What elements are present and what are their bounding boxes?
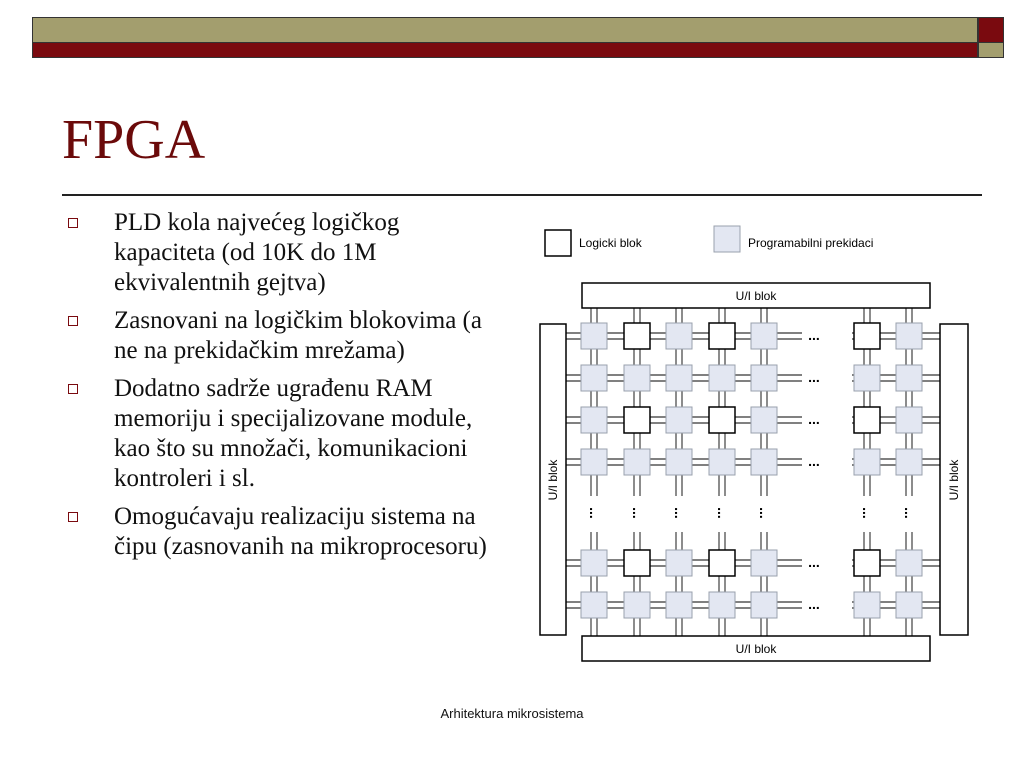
io-block-top-label: U/I blok	[735, 289, 777, 303]
block-grid	[581, 323, 922, 618]
io-block-left-label: U/I blok	[546, 459, 560, 501]
programmable-switch	[854, 449, 880, 475]
logic-block	[854, 550, 880, 576]
logic-block	[709, 550, 735, 576]
footer-text: Arhitektura mikrosistema	[440, 706, 584, 721]
programmable-switch	[896, 407, 922, 433]
bullet-text: Omogućavaju realizaciju sistema na čipu (zasnovanih na mikroprocesoru)	[114, 503, 487, 560]
logic-block	[854, 407, 880, 433]
programmable-switch	[624, 365, 650, 391]
bullet-text: Dodatno sadrže ugrađenu RAM memoriju i specijalizovane module, kao što su množači, komunikacioni kontroleri i sl.	[114, 375, 473, 492]
ellipsis-label: ...	[672, 507, 688, 519]
ellipsis-label: ...	[630, 507, 646, 519]
header-corner-olive	[978, 42, 1004, 58]
programmable-switch	[666, 550, 692, 576]
programmable-switch	[751, 365, 777, 391]
programmable-switch	[896, 550, 922, 576]
io-block-bottom-label: U/I blok	[735, 642, 777, 656]
bullet-item	[64, 374, 504, 494]
legend-logic-block-swatch	[545, 230, 571, 256]
ellipsis-label: ...	[808, 369, 820, 385]
programmable-switch	[581, 449, 607, 475]
bullet-text: PLD kola najvećeg logičkog kapaciteta (od 10K do 1M ekvivalentnih gejtva)	[114, 209, 400, 296]
programmable-switch	[709, 449, 735, 475]
ellipsis-label: ...	[860, 507, 876, 519]
programmable-switch	[581, 407, 607, 433]
programmable-switch	[624, 449, 650, 475]
programmable-switch	[896, 365, 922, 391]
programmable-switch	[751, 550, 777, 576]
ellipsis-label: ...	[808, 327, 820, 343]
legend-switch-swatch	[714, 226, 740, 252]
bullet-item	[64, 306, 504, 366]
logic-block	[624, 407, 650, 433]
programmable-switch	[666, 449, 692, 475]
logic-block	[709, 407, 735, 433]
programmable-switch	[666, 323, 692, 349]
square-bullet-icon	[68, 316, 78, 326]
logic-block	[624, 323, 650, 349]
programmable-switch	[581, 550, 607, 576]
programmable-switch	[581, 365, 607, 391]
legend	[545, 226, 873, 256]
programmable-switch	[751, 323, 777, 349]
programmable-switch	[709, 592, 735, 618]
header-banner-maroon	[32, 42, 978, 58]
programmable-switch	[854, 365, 880, 391]
square-bullet-icon	[68, 384, 78, 394]
logic-block	[624, 550, 650, 576]
bullet-list	[64, 208, 504, 570]
bullet-item	[64, 502, 504, 562]
io-block-right-label: U/I blok	[947, 459, 961, 501]
programmable-switch	[896, 323, 922, 349]
legend-logic-block-label: Logicki blok	[579, 236, 642, 250]
logic-block	[854, 323, 880, 349]
ellipsis-label: ...	[808, 411, 820, 427]
programmable-switch	[666, 592, 692, 618]
ellipsis-label: ...	[808, 453, 820, 469]
programmable-switch	[751, 449, 777, 475]
legend-switch-label: Programabilni prekidaci	[748, 236, 874, 250]
bullet-item	[64, 208, 504, 298]
programmable-switch	[581, 323, 607, 349]
programmable-switch	[581, 592, 607, 618]
ellipsis-label: ...	[808, 554, 820, 570]
title-underline	[62, 194, 982, 196]
programmable-switch	[666, 407, 692, 433]
bullet-text: Zasnovani na logičkim blokovima (a ne na prekidačkim mrežama)	[114, 307, 482, 364]
programmable-switch	[624, 592, 650, 618]
header-banner-olive	[32, 17, 978, 43]
header-corner-maroon	[978, 17, 1004, 43]
programmable-switch	[854, 592, 880, 618]
slide-title: FPGA	[62, 109, 206, 171]
ellipsis-label: ...	[757, 507, 773, 519]
programmable-switch	[751, 407, 777, 433]
logic-block	[709, 323, 735, 349]
programmable-switch	[666, 365, 692, 391]
ellipsis-label: ...	[808, 596, 820, 612]
square-bullet-icon	[68, 512, 78, 522]
programmable-switch	[709, 365, 735, 391]
fpga-architecture-diagram	[530, 222, 980, 672]
programmable-switch	[751, 592, 777, 618]
ellipsis-label: ...	[902, 507, 918, 519]
ellipsis-label: ...	[587, 507, 603, 519]
square-bullet-icon	[68, 218, 78, 228]
programmable-switch	[896, 592, 922, 618]
ellipsis-label: ...	[715, 507, 731, 519]
programmable-switch	[896, 449, 922, 475]
